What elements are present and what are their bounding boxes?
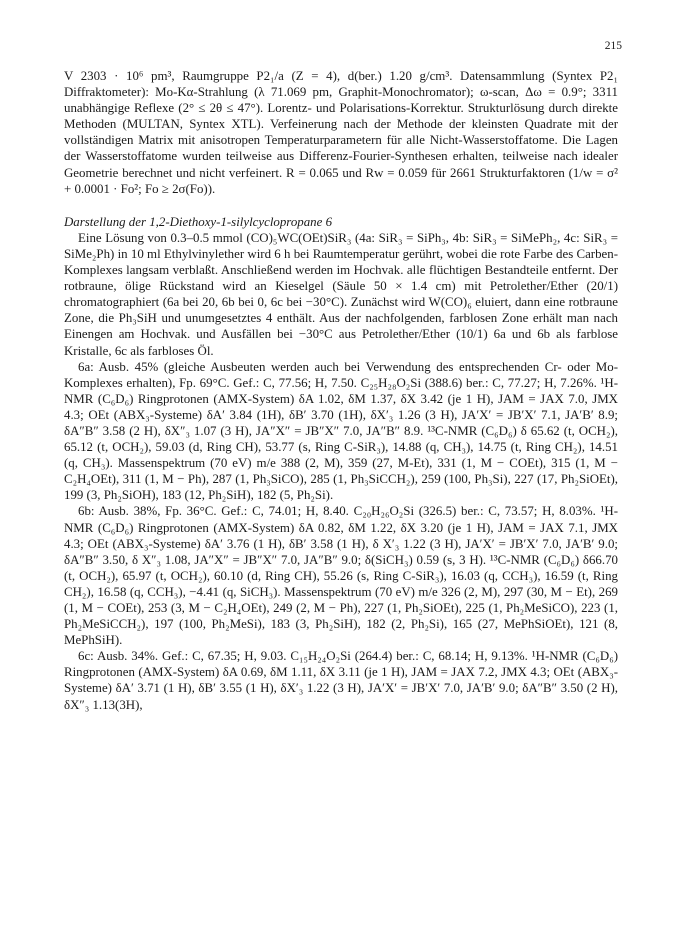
section-heading: Darstellung der 1,2-Diethoxy-1-silylcyclopropane 6 bbox=[64, 214, 333, 229]
page-number: 215 bbox=[604, 40, 622, 52]
compound-6c-paragraph: 6c: Ausb. 34%. Gef.: C, 67.35; H, 9.03. C₁₅H₂₄O₂Si (264.4) ber.: C, 68.14; H, 9.13%. ¹H-NMR (C₆D₆) Ringprotonen (AMX-System) δA 0.69, δM 1.11, δX 3.11 (je 1 H), JAM = JAX 7.2, JMX 4.3; OEt (ABX₃-Systeme) δA′ 3.71 (1 H), δB′ 3.55 (1 H), δX′₃ 1.22 (3 H), JA′X′ = JB′X′ 7.0, JA′B′ 9.0; δA″B″ 3.50 (2 H), δX″₃ 1.13(3H), bbox=[64, 649, 618, 712]
crystal-structure-paragraph: V 2303 · 10⁶ pm³, Raumgruppe P2₁/a (Z = 4), d(ber.) 1.20 g/cm³. Datensammlung (Syntex P2₁ Diffraktometer): Mo-Kα-Strahlung (λ 71.069 pm, Graphit-Monochromator); ω-scan, Δω = 0.9°; 3311 unabhängige Reflexe (2° ≤ 2θ ≤ 47°). Lorentz- und Polarisations-Korrektur. Strukturlösung durch direkte Methoden (MULTAN, Syntex XTL). Verfeinerung nach der Methode der kleinsten Quadrate mit der vollständigen Matrix mit anisotropen Temperaturparametern für alle Nicht-Wasserstoffatome. Die Lagen der Wasserstoffatome wurden teilweise aus Differenz-Fourier-Synthesen erhalten, teilweise nach idealer Geometrie berechnet und nicht verfeinert. R = 0.065 und Rw = 0.059 für 2661 Strukturfaktoren (1/w = σ² + 0.0001 · Fo²; Fo ≥ 2σ(Fo)). bbox=[64, 69, 618, 196]
procedure-paragraph: Eine Lösung von 0.3–0.5 mmol (CO)₅WC(OEt)SiR₃ (4a: SiR₃ = SiPh₃, 4b: SiR₃ = SiMePh₂, 4c: SiR₃ = SiMe₂Ph) in 10 ml Ethylvinylether wird 6 h bei Raumtemperatur gerührt, wobei die rote Farbe des Carben-Komplexes langsam verblaßt. Anschließend werden im Hochvak. alle flüchtigen Bestandteile entfernt. Der rotbraune, ölige Rückstand wird an Kieselgel (Säule 50 × 1.4 cm) mit Petrolether/Ether (20/1) chromatographiert (6a bei 20, 6b bei 0, 6c bei −30°C). Zunächst wird W(CO)₆ eluiert, dann eine rotbraune Zone, die Ph₃SiH und unumgesetztes 4 enthält. Aus der nachfolgenden, farblosen Zone erhält man nach Einengen am Hochvak. und Ausfällen bei −30°C aus Petrolether/Ether (10/1) 6a und 6b als farblose Kristalle, 6c als farbloses Öl. bbox=[64, 230, 618, 358]
body-text bbox=[64, 68, 618, 713]
compound-6a-paragraph: 6a: Ausb. 45% (gleiche Ausbeuten werden auch bei Verwendung des entsprechenden Cr- oder Mo-Komplexes erhalten), Fp. 69°C. Gef.: C, 77.56; H, 7.50. C₂₅H₂₈O₂Si (388.6) ber.: C, 77.27; H, 7.26%. ¹H-NMR (C₆D₆) Ringprotonen (AMX-System) δA 1.02, δM 1.37, δX 3.42 (je 1 H), JAM = JAX 7.0, JMX 4.3; OEt (ABX₃-Systeme) δA′ 3.84 (1H), δB′ 3.70 (1H), δX′₃ 1.26 (3 H), JA′X′ = JB′X′ 7.1, JA′B′ 8.9; δA″B″ 3.58 (2 H), δX″₃ 1.07 (3 H), JA″X″ = JB″X″ 7.0, JA″B″ 8.9. ¹³C-NMR (C₆D₆) δ 65.62 (t, OCH₂), 65.12 (t, OCH₂), 59.03 (d, Ring CH), 53.77 (s, Ring C-SiR₃), 14.88 (q, CH₃), 14.75 (t, Ring CH₂), 14.51 (q, CH₃). Massenspektrum (70 eV) m/e 388 (2, M), 359 (27, M-Et), 331 (1, M − COEt), 315 (1, M − C₂H₄OEt), 311 (1, M − Ph), 287 (1, Ph₃SiCO), 285 (1, Ph₃SiCCH₂), 259 (100, Ph₃Si), 227 (17, Ph₂SiOEt), 199 (3, Ph₂SiOH), 183 (12, Ph₂SiH), 182 (5, Ph₂Si). bbox=[64, 359, 618, 503]
compound-6b-paragraph: 6b: Ausb. 38%, Fp. 36°C. Gef.: C, 74.01; H, 8.40. C₂₀H₂₆O₂Si (326.5) ber.: C, 73.57; H, 8.03%. ¹H-NMR (C₆D₆) Ringprotonen (AMX-System) δA 0.82, δM 1.22, δX 3.20 (je 1 H), JAM = JAX 7.1, JMX 4.3; OEt (ABX₃-Systeme) δA′ 3.76 (1 H), δB′ 3.58 (1 H), δ X′₃ 1.22 (3 H), JA′X′ = JB′X′ 7.0, JA′B′ 9.0; δA″B″ 3.50, δ X″₃ 1.08, JA″X″ = JB″X″ 7.0, JA″B″ 9.0; δ(SiCH₃) 0.59 (s, 3 H). ¹³C-NMR (C₆D₆) δ66.70 (t, OCH₂), 65.97 (t, OCH₂), 60.10 (d, Ring CH), 55.26 (s, Ring C-SiR₃), 16.03 (q, CCH₃), 16.59 (t, Ring CH₂), 16.58 (q, CCH₃), −4.41 (q, SiCH₃). Massenspektrum (70 eV) m/e 326 (2, M), 297 (30, M − Et), 269 (1, M − COEt), 253 (3, M − C₂H₄OEt), 249 (2, M − Ph), 227 (1, Ph₂SiOEt), 225 (1, Ph₂MeSiCO), 223 (1, Ph₂MeSiCCH₂), 197 (100, Ph₂MeSi), 183 (3, Ph₂SiH), 182 (2, Ph₂Si), 165 (27, MePhSiOEt), 121 (8, MePhSiH). bbox=[64, 504, 618, 648]
